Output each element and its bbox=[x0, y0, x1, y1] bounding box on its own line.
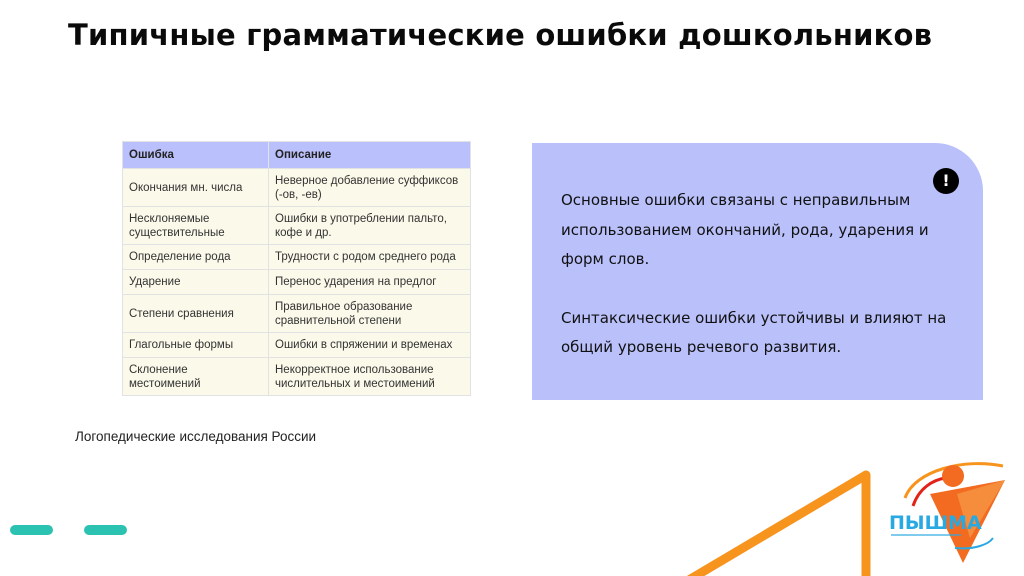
table-cell-description: Некорректное использование числительных и местоимений bbox=[269, 358, 471, 396]
table-cell-description: Перенос ударения на предлог bbox=[269, 270, 471, 295]
table-cell-error: Определение рода bbox=[123, 245, 269, 270]
table-cell-description: Ошибки в употреблении пальто, кофе и др. bbox=[269, 207, 471, 245]
table-cell-error: Окончания мн. числа bbox=[123, 169, 269, 207]
table-cell-description: Правильное образование сравнительной степени bbox=[269, 295, 471, 333]
logo-text: ПЫШМА bbox=[889, 512, 982, 534]
pyshma-logo bbox=[885, 458, 1015, 570]
table-cell-description: Трудности с родом среднего рода bbox=[269, 245, 471, 270]
table-cell-error: Степени сравнения bbox=[123, 295, 269, 333]
column-header-description: Описание bbox=[269, 142, 471, 169]
column-header-error: Ошибка bbox=[123, 142, 269, 169]
table-cell-error: Ударение bbox=[123, 270, 269, 295]
source-caption: Логопедические исследования России bbox=[75, 429, 317, 444]
table-cell-error: Несклоняемые существительные bbox=[123, 207, 269, 245]
table-cell-error: Глагольные формы bbox=[123, 333, 269, 358]
slide-title: Типичные грамматические ошибки дошкольников bbox=[68, 18, 933, 52]
note-paragraph: Синтаксические ошибки устойчивы и влияют на общий уровень речевого развития. bbox=[561, 308, 947, 356]
exclamation-icon: ! bbox=[933, 168, 959, 194]
table-cell-description: Ошибки в спряжении и временах bbox=[269, 333, 471, 358]
note-paragraph: Основные ошибки связаны с неправильным использованием окончаний, рода, ударения и форм слов. bbox=[561, 191, 929, 268]
table-cell-description: Неверное добавление суффиксов (-ов, -ев) bbox=[269, 169, 471, 207]
table-cell-error: Склонение местоимений bbox=[123, 358, 269, 396]
